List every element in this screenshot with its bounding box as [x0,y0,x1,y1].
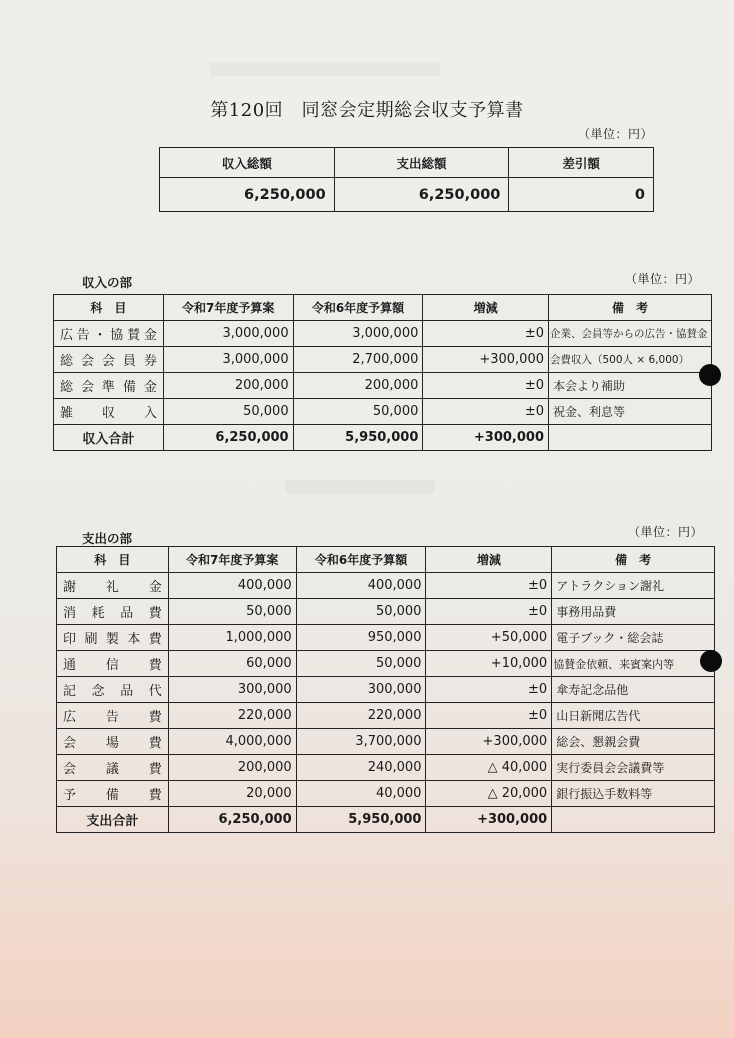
row-item: 広 告 ・ 協 賛 金 [54,321,164,347]
row-r6: 3,000,000 [293,321,423,347]
row-item: 総 会 会 員 券 [54,347,164,373]
row-r7: 3,000,000 [163,347,293,373]
total-r7: 6,250,000 [168,807,296,833]
row-note: 総会、懇親会費 [552,729,715,755]
summary-header: 差引額 [509,148,654,178]
total-item: 支出合計 [57,807,169,833]
row-r7: 220,000 [168,703,296,729]
table-row [57,781,715,807]
expense-unit-label: （単位：円） [628,525,704,539]
expense-header: 令和7年度予算案 [168,547,296,573]
row-note: 電子ブック・総会誌 [552,625,715,651]
income-header: 備 考 [549,295,712,321]
total-diff: +300,000 [423,425,549,451]
row-item: 謝 礼 金 [57,573,169,599]
punch-hole [699,364,721,386]
row-r7: 60,000 [168,651,296,677]
summary-header: 支出総額 [334,148,509,178]
page-title: 第120回 同窓会定期総会収支予算書 [210,100,524,121]
row-diff: △ 20,000 [426,781,552,807]
row-note: 企業、会員等からの広告・協賛金 [549,321,712,347]
income-header: 令和7年度予算案 [163,295,293,321]
expense-table [56,546,715,833]
row-note: 会費収入（500人 × 6,000） [549,347,712,373]
row-note: 協賛金依頼、来賓案内等 [552,651,715,677]
difference-value: 0 [509,178,654,212]
row-note: 事務用品費 [552,599,715,625]
row-r6: 3,700,000 [296,729,426,755]
row-item: 会 議 費 [57,755,169,781]
row-item: 予 備 費 [57,781,169,807]
row-r7: 4,000,000 [168,729,296,755]
row-diff: ±0 [426,599,552,625]
summary-table [159,147,654,212]
income-header: 増減 [423,295,549,321]
row-item: 通 信 費 [57,651,169,677]
row-r6: 300,000 [296,677,426,703]
table-row [57,729,715,755]
row-note: 祝金、利息等 [549,399,712,425]
income-total-value: 6,250,000 [160,178,335,212]
income-section-label: 収入の部 [82,275,133,290]
income-unit-label: （単位：円） [625,272,701,286]
row-r7: 1,000,000 [168,625,296,651]
punch-hole [700,650,722,672]
row-diff: ±0 [423,399,549,425]
row-item: 記 念 品 代 [57,677,169,703]
row-r6: 50,000 [296,599,426,625]
row-item: 広 告 費 [57,703,169,729]
summary-header: 収入総額 [160,148,335,178]
row-note: 銀行振込手数料等 [552,781,715,807]
total-note [549,425,712,451]
total-r6: 5,950,000 [296,807,426,833]
table-row [54,399,712,425]
table-row [57,651,715,677]
row-r6: 50,000 [293,399,423,425]
total-note [552,807,715,833]
row-r7: 50,000 [168,599,296,625]
row-diff: ±0 [423,321,549,347]
expense-header: 備 考 [552,547,715,573]
row-diff: ±0 [423,373,549,399]
row-diff: △ 40,000 [426,755,552,781]
row-r7: 50,000 [163,399,293,425]
expense-header: 科 目 [57,547,169,573]
table-row [54,373,712,399]
show-through-mark [285,480,435,494]
row-r7: 300,000 [168,677,296,703]
row-r6: 240,000 [296,755,426,781]
row-r6: 400,000 [296,573,426,599]
expense-section-label: 支出の部 [82,531,133,546]
row-r7: 3,000,000 [163,321,293,347]
row-diff: +300,000 [426,729,552,755]
expense-header: 増減 [426,547,552,573]
row-item: 印 刷 製 本 費 [57,625,169,651]
total-diff: +300,000 [426,807,552,833]
expense-header: 令和6年度予算額 [296,547,426,573]
total-r7: 6,250,000 [163,425,293,451]
row-r7: 400,000 [168,573,296,599]
total-item: 収入合計 [54,425,164,451]
row-item: 雑 収 入 [54,399,164,425]
total-row [54,425,712,451]
row-r6: 200,000 [293,373,423,399]
row-r6: 2,700,000 [293,347,423,373]
show-through-mark [210,62,440,76]
row-diff: ±0 [426,677,552,703]
row-note: アトラクション謝礼 [552,573,715,599]
row-item: 消 耗 品 費 [57,599,169,625]
income-table [53,294,712,451]
row-diff: ±0 [426,703,552,729]
row-r6: 220,000 [296,703,426,729]
row-r6: 50,000 [296,651,426,677]
row-item: 会 場 費 [57,729,169,755]
table-row [57,625,715,651]
table-row [57,599,715,625]
row-r6: 40,000 [296,781,426,807]
table-row [54,321,712,347]
row-r7: 200,000 [163,373,293,399]
row-diff: +50,000 [426,625,552,651]
table-row [54,347,712,373]
row-note: 傘寿記念品他 [552,677,715,703]
income-header: 科 目 [54,295,164,321]
row-r7: 20,000 [168,781,296,807]
summary-unit-label: （単位：円） [578,127,654,141]
row-note: 本会より補助 [549,373,712,399]
row-note: 実行委員会会議費等 [552,755,715,781]
expense-total-value: 6,250,000 [334,178,509,212]
row-diff: +300,000 [423,347,549,373]
table-row [57,573,715,599]
row-diff: ±0 [426,573,552,599]
total-row [57,807,715,833]
row-r6: 950,000 [296,625,426,651]
total-r6: 5,950,000 [293,425,423,451]
table-row [57,677,715,703]
row-diff: +10,000 [426,651,552,677]
income-header: 令和6年度予算額 [293,295,423,321]
table-row [57,755,715,781]
table-row [57,703,715,729]
row-r7: 200,000 [168,755,296,781]
row-note: 山日新聞広告代 [552,703,715,729]
row-item: 総 会 準 備 金 [54,373,164,399]
